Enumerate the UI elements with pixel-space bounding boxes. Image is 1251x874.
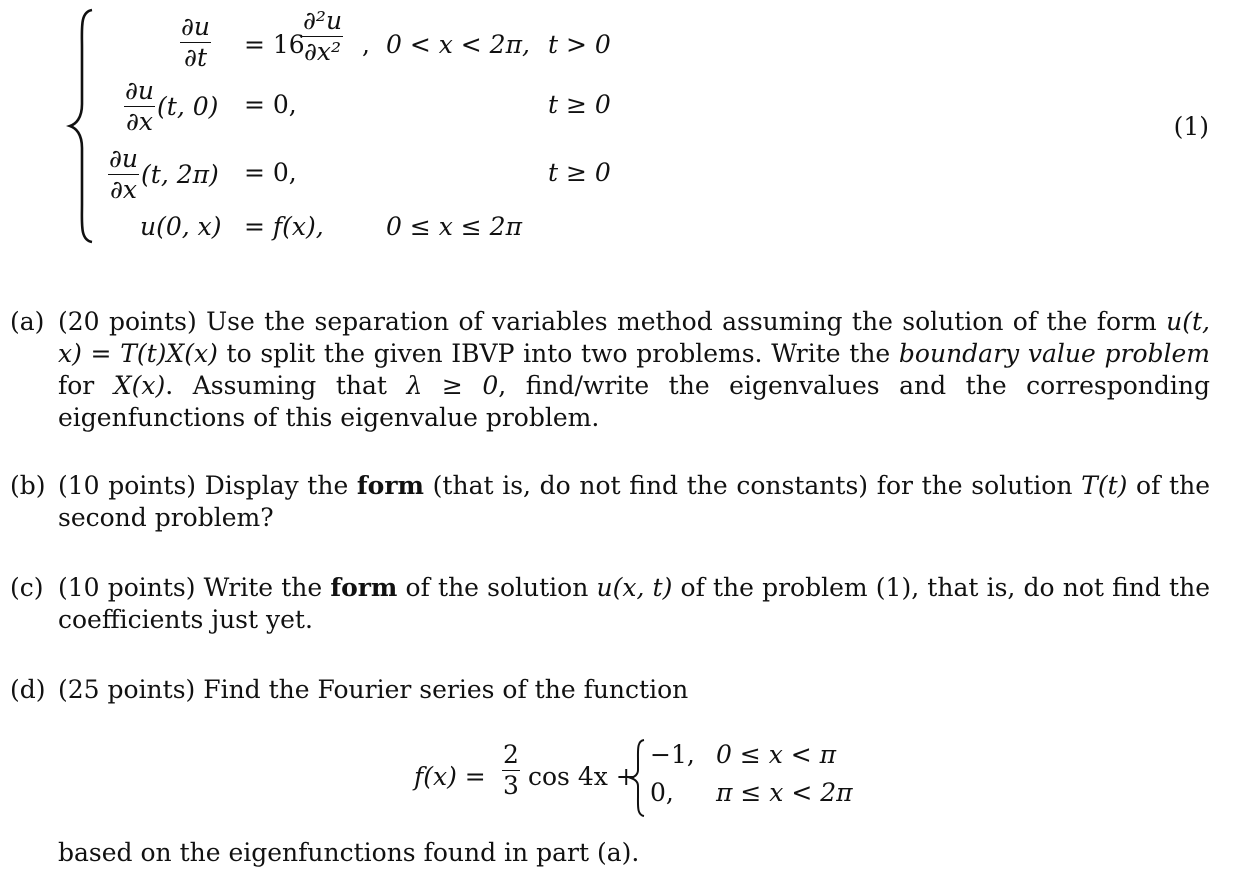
system-brace (66, 8, 96, 244)
part-a-math: λ ≥ 0 (406, 371, 499, 400)
f-lhs: f(x) = (414, 762, 486, 791)
du-dx-fraction (124, 78, 155, 136)
part-a-text: . Assuming that (165, 371, 407, 400)
row2-argument: (t, 0) (157, 92, 219, 122)
row3-condition-t: t ≥ 0 (548, 158, 611, 187)
row4-lhs: u(0, x) (140, 212, 222, 241)
row1-condition-t: t > 0 (548, 30, 611, 59)
part-a (10, 306, 1210, 434)
part-c-text: of the problem (1), that is, do not find the coefficients just yet. (58, 573, 1210, 634)
part-a-body (58, 306, 1210, 434)
part-b-bold: form (356, 471, 424, 500)
row1-equals: = 16 (244, 30, 305, 59)
fraction-numerator: ∂u (124, 78, 155, 107)
fraction-numerator: 2 (502, 742, 520, 771)
part-a-emphasis: boundary value problem (898, 339, 1210, 368)
part-a-label: (a) (10, 307, 45, 336)
part-c-label: (c) (10, 573, 44, 602)
part-c-text: of the solution (397, 573, 597, 602)
part-d-closing: based on the eigenfunctions found in part (a). (58, 838, 640, 867)
case2-value: 0, (650, 778, 674, 807)
part-a-text: for (58, 371, 114, 400)
d2u-dx2-fraction-wrap (302, 8, 343, 66)
fraction-denominator: ∂x (110, 175, 138, 205)
part-a-math: u(t, x) = T(t)X(x) (58, 307, 1210, 368)
row2-equals: = 0, (244, 90, 297, 119)
d2u-dx2-fraction (302, 8, 343, 66)
part-c-bold: form (330, 573, 398, 602)
two-thirds-fraction-wrap (502, 742, 520, 800)
row4-equals: = f(x), (244, 212, 324, 241)
part-a-text: to split the given IBVP into two problems. Write the (217, 339, 899, 368)
fraction-denominator: ∂x (126, 107, 154, 137)
row1-condition-x: 0 < x < 2π, (386, 30, 530, 59)
fraction-numerator: ∂u (180, 14, 211, 43)
part-c (10, 572, 1210, 636)
case1-value: −1, (650, 740, 695, 769)
fraction-numerator: ∂²u (302, 8, 343, 37)
two-thirds-fraction (502, 742, 520, 800)
equation-number: (1) (1173, 112, 1209, 141)
part-b-body (58, 470, 1210, 534)
case1-condition: 0 ≤ x < π (716, 740, 837, 769)
part-a-math: X(x) (113, 371, 166, 400)
du-dt-fraction (180, 14, 211, 72)
fraction-denominator: ∂x² (304, 37, 342, 67)
part-a-text: , find/write the eigenvalues and the corresponding eigenfunctions of this eigenvalue problem. (58, 371, 1210, 432)
case2-condition: π ≤ x < 2π (716, 778, 853, 807)
cases-brace (628, 738, 648, 818)
du-dx-fraction (108, 146, 139, 204)
row4-condition-x: 0 ≤ x ≤ 2π (386, 212, 523, 241)
part-b (10, 470, 1210, 534)
system-row-1 (180, 14, 211, 72)
part-a-text: (20 points) Use the separation of variables method assuming the solution of the form (58, 307, 1167, 336)
system-row-3 (108, 146, 219, 204)
part-b-math: T(t) (1081, 471, 1128, 500)
part-b-text: (10 points) Display the (58, 471, 357, 500)
row2-condition-t: t ≥ 0 (548, 90, 611, 119)
fraction-denominator: ∂t (184, 43, 207, 73)
part-b-text: (that is, do not find the constants) for the solution (423, 471, 1082, 500)
part-c-body (58, 572, 1210, 636)
part-d-body: (25 points) Find the Fourier series of the function (58, 675, 689, 704)
part-b-label: (b) (10, 471, 46, 500)
cos-term: cos 4x + (528, 762, 637, 791)
fraction-numerator: ∂u (108, 146, 139, 175)
row1-comma: , (362, 30, 370, 59)
part-c-math: u(x, t) (596, 573, 673, 602)
part-c-text: (10 points) Write the (58, 573, 331, 602)
part-b-text: of the second problem? (58, 471, 1210, 532)
row3-argument: (t, 2π) (141, 160, 219, 190)
fraction-denominator: 3 (503, 771, 519, 801)
system-row-2 (124, 78, 218, 136)
part-d-label: (d) (10, 675, 46, 704)
row3-equals: = 0, (244, 158, 297, 187)
part-d (10, 674, 1210, 706)
